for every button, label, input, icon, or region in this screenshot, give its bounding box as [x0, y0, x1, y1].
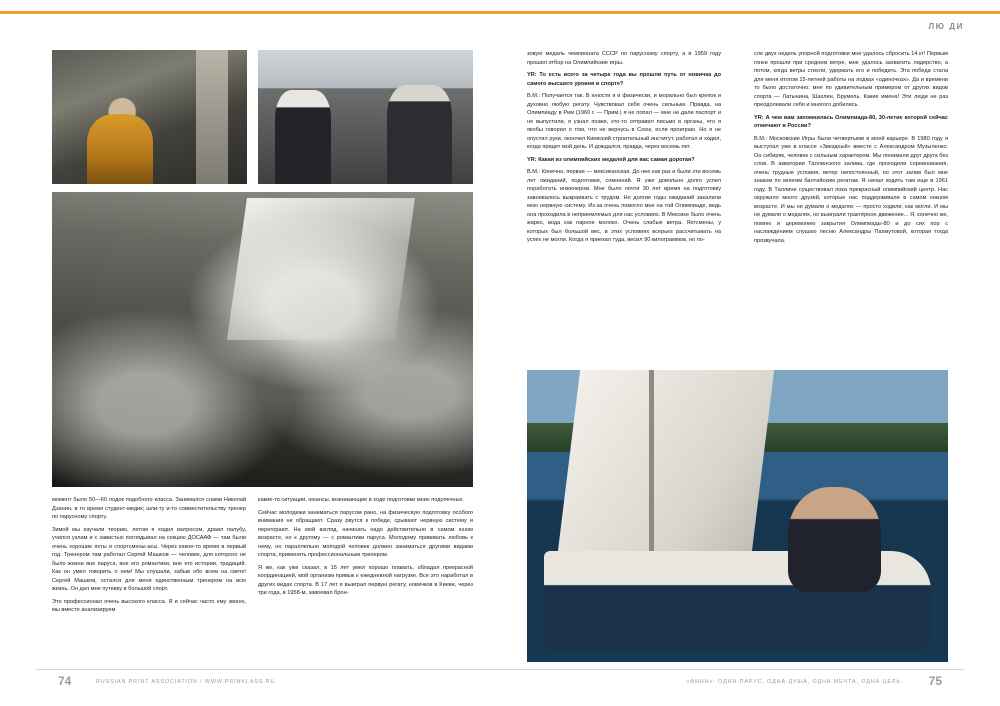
paragraph: момент было 50—60 лодок подобного класса. Занимался снами Николай Дзанин, в то время студент-медик; шли-ту и-то совместительству тренер по парусному спорту. [52, 497, 246, 520]
text-column-3 [527, 50, 721, 249]
question-paragraph: YR: Какая из олимпийских медалей для вас самая дорогая? [527, 156, 695, 163]
running-head: ЛЮ ДИ [928, 22, 964, 31]
paragraph: Это профессионал очень высокого класса. Я и сейчас часто ему звоню, мы вместе анализируем [52, 598, 246, 613]
paragraph: В.М.: Получается так. В юности я и физически, и морально был крепок и духовно любую регату. Чувствовал себя очень сильным. Правда, на Олимпиаду в Рим (1960 г. — Прим.) я не попал — мне не дали паспорт и не выпустили, я узнал позже, кто-то отправил письмо в органы, что я якобы говорил о том, что не вернусь в Союз, если проиграю. Но я не опустил руки, окончил Киевский строительный институт, работал и ходил, когда придет мой день. И дождался, правда, через восемь лет. [527, 93, 721, 150]
question-paragraph: YR: То есть всего за четыре года вы прошли путь от новичка до самого высшего уровня в спорте? [527, 72, 721, 87]
sail-shape [555, 370, 777, 574]
mast-shape [649, 370, 654, 580]
photo-man-yellow-jacket-placeholder [52, 50, 247, 184]
footer-divider [36, 669, 964, 670]
photo-two-men-award-placeholder [258, 50, 473, 184]
question-paragraph: YR: А чем вам запомнилась Олимпиада-80, 30-летие которой сейчас отмечают в России? [754, 114, 948, 129]
text-column-4 [754, 50, 948, 249]
paragraph: Сейчас молодежи заниматься парусом рано, на физическую подготовку особого внимания не обращают. Сразу рвутся к победе, срывают нервную систему и перегорают. На мой взгляд, начинать надо действительно в самом юном возрасте, но к другому — с романтики паруса. Молодому прививать любовь к нему, но параллельно молодой человек должен заниматься другими видами спорта, применять профессиональным тренером. [258, 509, 473, 558]
footer-credit-right: «ФИНН»: ОДИН ПАРУС, ОДНА ДУША, ОДНА МЕЧТА, ОДНА ЦЕЛЬ... [686, 679, 908, 685]
paragraph: зовую медаль чемпионата СССР по парусному спорту, а в 1959 году прошел отбор на Олимпийские игры. [527, 51, 721, 66]
paragraph: какие-то ситуации, нюансы, возникающие в ходе подготовки моих подопечных. [258, 497, 464, 503]
text-column-2 [258, 496, 473, 602]
paragraph: В.М.: Московские Игры были четвертыми в моей карьере. В 1980 году я выступал уже в классе «Звездный» вместе с Александром Музыленко. Он сибиряк, человек с сильным характером. Мы понимали друг друга без слов. В акватории Таллинского залива, где проходили соревнования, очень трудные условия, ветер непостоянный, но этот залив был мне знаком по многим балтийским регатам. Я начал ходить там еще в 1961 году. В Таллине существовал пока прекрасный олимпийский центр. Нас окружало много друзей, которые нас поддерживали в самом южном возрасте. И мы не думали о медалях — просто ходили, как могли. И мы не думали о медалях, но выиграли трактёрное движение... Я, конечно же, помню и церемонию закрытия Олимпиады-80 и до сих пор с наслаждением слушаю песню Александры Пахмутовой, которая тогда прозвучала. [754, 135, 948, 244]
photo-man-yellow-jacket [52, 50, 247, 184]
page-number-left: 74 [58, 674, 72, 688]
paragraph: Зимой мы изучали теорию, летом я ходил матросом, драил палубу, учился узлам и с завистью поглядывал на секцию ДОСААФ — там были очень хорошие яхты и спортсмены-асы. Через какое-то время в первый год. Тренером там работал Сергей Машков — человек, для которого не было жизни вне паруса, вне его романтики, вне его истории, традиций. Как он умел говорить о нем! Мы слушали, забыв обо всем на свете! Сергей Машков, остался для меня единственным тренером на всю жизнь. Он дал мне путевку в большой спорт. [52, 526, 246, 592]
photo-sailor-in-dinghy [527, 370, 948, 662]
photo-crowd-celebration [52, 192, 473, 487]
page-number-right: 75 [928, 674, 942, 688]
paragraph: Я же, как уже сказал, в 15 лет умел хорошо плавать, обладал прекрасной координацией, мой организм привык к ежедневной нагрузке. Все это наработал в других видах спорта. В 17 лет я выиграл первую регату, новичков в Киеве, через три года, в 1958-м, завоевал брон- [258, 564, 473, 596]
text-column-1 [52, 496, 246, 619]
sailor-figure [788, 487, 881, 592]
photo-two-men-award [258, 50, 473, 184]
paragraph: сле двух недель упорной подготовки мне удалось сбросить 14 кг! Первым гонки прошли при среднем ветре, мне удалось захватить лидерство, а потом, когда ветры стихли, удержать его и победить. Эта победа стала для меня итогом 15-летней работы на лодках «одиночках». Да и времени то было достаточно: мне по удивительным примером от других видов спорта — Латынина, Шахлин, Брумель. Какие имена! Эти люди не раз преодолевали себя и многого добились. [754, 51, 948, 108]
header-accent-rule [0, 11, 1000, 14]
footer-credit-left: RUSSIAN PRINT ASSOCIATION / WWW.PRINKLASS.RU [96, 679, 276, 685]
photo-sailor-in-dinghy-placeholder [527, 370, 948, 662]
paragraph: В.М.: Конечно, первая — мексиканская. До нее как раз и были эти восемь лет ожиданий, подготовки, сомнений. Я уже довольно долго успел поработать инженером. Мне было почти 30 лет время на подготовку завоевалось выкраивать с трудом. Но долгие годы ожиданий закалили мою нервную систему. Из-за очень помогло мне на той Олимпиаде, ведь она проходила в неприемлемых для нас условиях. В Мексике было очень жарко, вода как парное молоко. Очень слабые ветра. Яхтсмены, у которых был большой вес, в этих условиях всерьез рассчитывать на успех не могли. Когда я приехал туда, весил 90 килограммов, но по- [527, 169, 721, 243]
photo-crowd-celebration-placeholder [52, 192, 473, 487]
